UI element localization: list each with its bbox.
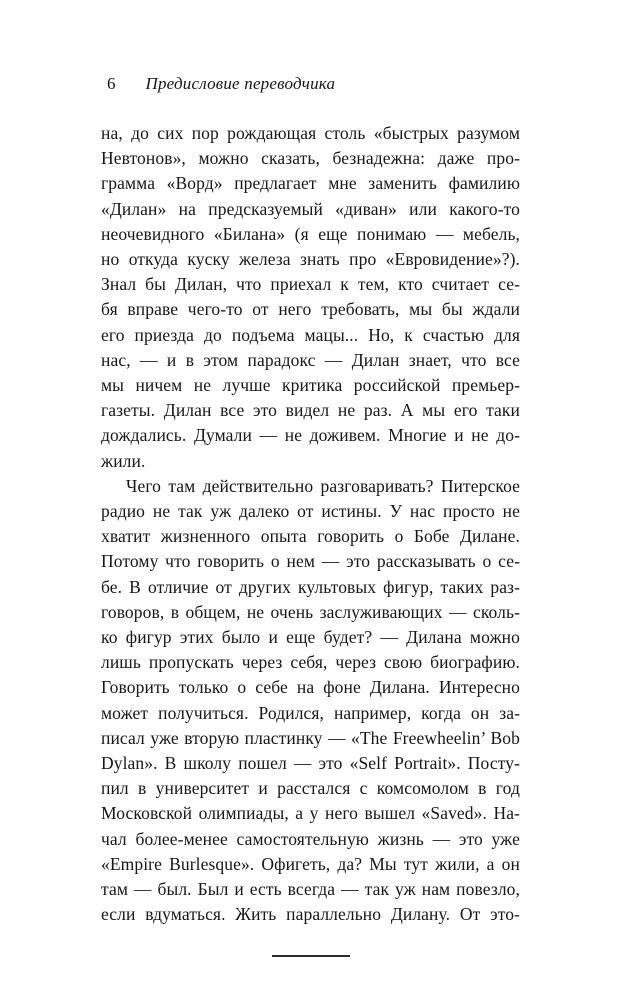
text-line: Говорить только о себе на фоне Дилана. Интересно [101, 677, 520, 698]
text-line: ко фигур этих было и еще будет? — Дилана можно [101, 627, 520, 648]
text-line: Dylan». В школу пошел — это «Self Portrait». Посту- [101, 753, 520, 774]
text-line: писал уже вторую пластинку — «The Freewheelin’ Bob [101, 727, 520, 748]
text-line: грамма «Ворд» предлагает мне заменить фамилию [101, 173, 520, 194]
text-line: пил в университет и расстался с комсомолом в год [101, 778, 520, 799]
text-line: «Дилан» на предсказуемый «диван» или какого-то [101, 198, 520, 219]
text-line: «Empire Burlesque». Офигеть, да? Мы тут жили, а он [101, 853, 520, 874]
text-line: если вдуматься. Жить параллельно Дилану. От это- [101, 904, 520, 925]
text-line: радио не так уж далеко от истины. У нас просто не [101, 501, 520, 522]
text-line: нас, — и в этом парадокс — Дилан знает, что все [101, 349, 520, 370]
text-line: на, до сих пор рождающая столь «быстрых разумом [101, 123, 520, 143]
text-line: Чего там действительно разговаривать? Питерское [126, 475, 520, 496]
page-number: 6 [107, 74, 116, 93]
text-line: хватит жизненного опыта говорить о Бобе Дилане. [101, 526, 520, 547]
text-line: мы ничем не лучше критика российской премьер- [101, 375, 520, 396]
text-line: его приезда до подъема мацы... Но, к счастью для [101, 324, 520, 345]
text-line: там — был. Был и есть всегда — так уж нам повезло, [101, 879, 520, 900]
page-bottom-divider [272, 955, 350, 957]
text-line: Невтонов», можно сказать, безнадежна: даже про- [101, 148, 520, 169]
chapter-title: Предисловие переводчика [145, 74, 336, 93]
page-header [101, 74, 520, 94]
text-line: Потому что говорить о нем — это рассказывать о се- [101, 551, 520, 572]
text-line: Московской олимпиады, а у него вышел «Saved». На- [101, 803, 520, 824]
text-line: дождались. Думали — не доживем. Многие и не до- [101, 425, 520, 446]
page-body [101, 121, 520, 928]
text-line: говоров, в общем, не очень заслуживающих — сколь- [101, 601, 520, 622]
text-line: жили. [101, 450, 146, 471]
text-line: Знал бы Дилан, что приехал к тем, кто считает се- [101, 274, 520, 295]
text-line: бя вправе чего-то от него требовать, мы бы ждали [101, 299, 520, 320]
text-line: но откуда куску железа знать про «Евровидение»?). [101, 249, 520, 270]
paragraph [101, 474, 520, 928]
text-line: чал более-менее самостоятельную жизнь — это уже [101, 828, 520, 849]
text-line: газеты. Дилан все это видел не раз. А мы его таки [101, 400, 520, 421]
text-line: лишь пропускать через себя, через свою биографию. [101, 652, 520, 673]
text-line: может получиться. Родился, например, когда он за- [101, 702, 520, 723]
paragraph [101, 121, 520, 474]
text-line: бе. В отличие от других культовых фигур, таких раз- [101, 576, 520, 597]
text-line: неочевидного «Билана» (я еще понимаю — мебель, [101, 223, 520, 244]
